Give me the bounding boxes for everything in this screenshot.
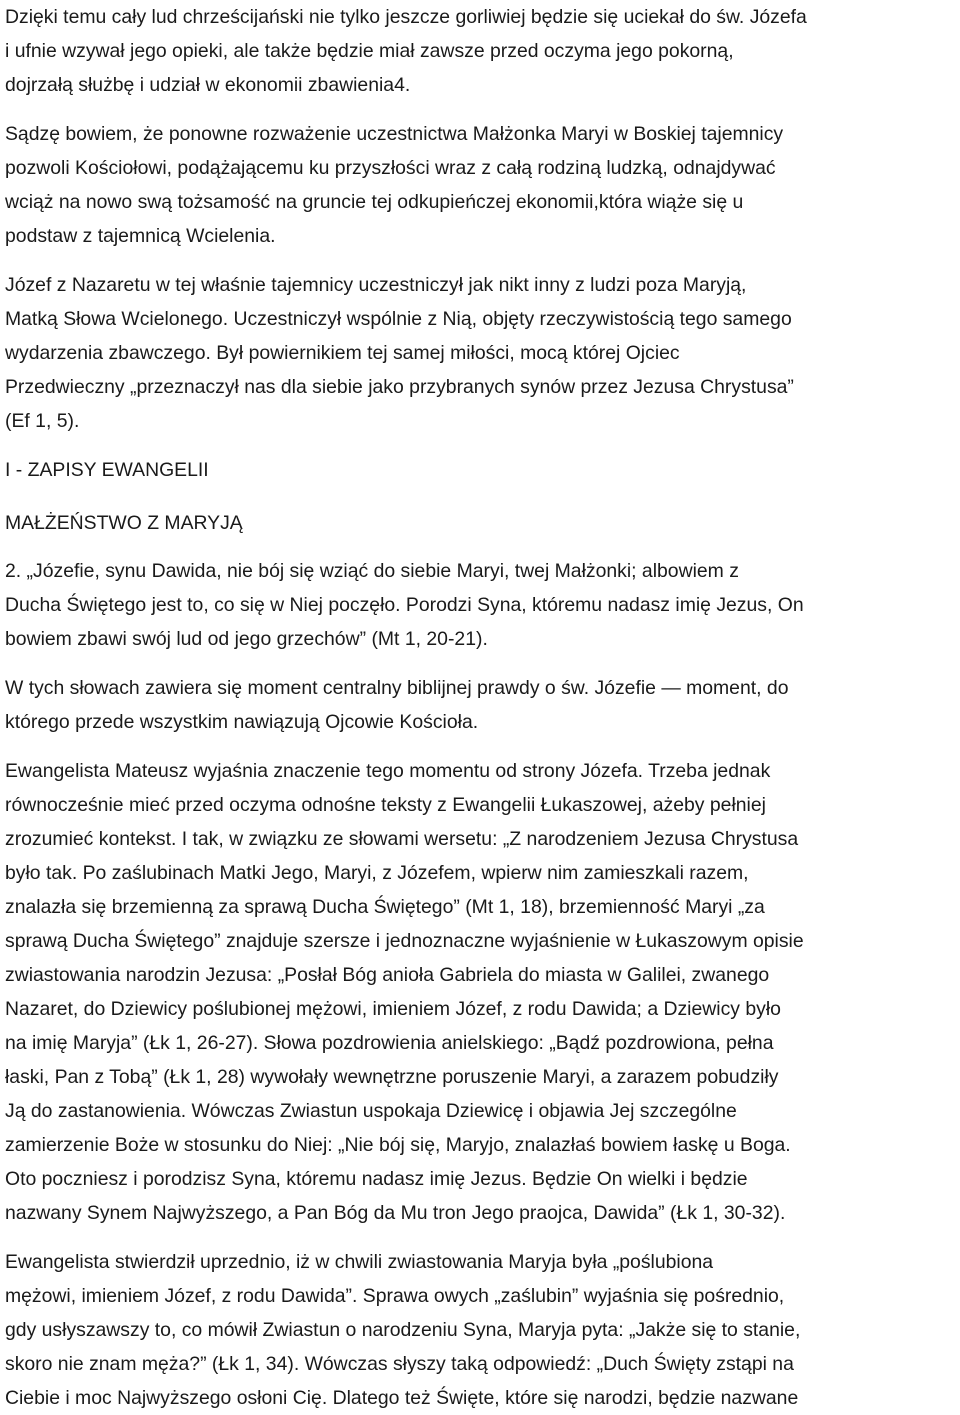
paragraph-quote-matthew [5,554,957,656]
section-heading: I - ZAPISY EWANGELII [5,459,209,481]
text-line: Sądzę bowiem, że ponowne rozważenie uczestnictwa Małżonka Maryi w Boskiej tajemnicy [5,123,784,145]
text-line: 2. „Józefie, synu Dawida, nie bój się wziąć do siebie Maryi, twej Małżonki; albowiem z [5,560,739,582]
text-line: Ducha Świętego jest to, co się w Niej poczęło. Porodzi Syna, któremu nadasz imię Jezus, On [5,594,804,616]
document-page [5,0,957,1415]
text-line: i ufnie wzywał jego opieki, ale także będzie miał zawsze przed oczyma jego pokorną, [5,40,734,62]
subsection-heading: MAŁŻEŃSTWO Z MARYJĄ [5,512,243,534]
text-line: zamierzenie Boże w stosunku do Niej: „Nie bój się, Maryjo, znalazłaś bowiem łaskę u Boga. [5,1134,791,1156]
paragraph-evangelist [5,754,957,1230]
text-line: Ewangelista Mateusz wyjaśnia znaczenie tego momentu od strony Józefa. Trzeba jednak [5,760,771,782]
text-line: zwiastowania narodzin Jezusa: „Posłał Bóg anioła Gabriela do miasta w Galilei, zwanego [5,964,770,986]
paragraph-nazareth [5,268,957,438]
text-line: skoro nie znam męża?” (Łk 1, 34). Wówczas słyszy taką odpowiedź: „Duch Święty zstąpi na [5,1353,794,1375]
text-line: na imię Maryja” (Łk 1, 26-27). Słowa pozdrowienia anielskiego: „Bądź pozdrowiona, pełna [5,1032,774,1054]
text-line: Józef z Nazaretu w tej właśnie tajemnicy uczestniczył jak nikt inny z ludzi poza Maryją, [5,274,747,296]
text-line: równocześnie mieć przed oczyma odnośne teksty z Ewangelii Łukaszowej, ażeby pełniej [5,794,766,816]
text-line: było tak. Po zaślubinach Matki Jego, Maryi, z Józefem, wpierw nim zamieszkali razem, [5,862,749,884]
text-line: Oto poczniesz i porodzisz Syna, któremu nadasz imię Jezus. Będzie On wielki i będzie [5,1168,748,1190]
text-line: Nazaret, do Dziewicy poślubionej mężowi, imieniem Józef, z rodu Dawida; a Dziewicy było [5,998,781,1020]
text-line: Ją do zastanowienia. Wówczas Zwiastun uspokaja Dziewicę i objawia Jej szczególne [5,1100,737,1122]
paragraph-spacer [5,253,957,268]
paragraph-central-moment [5,671,957,739]
text-line: dojrzałą służbę i udział w ekonomii zbawienia4. [5,74,411,96]
text-line: (Ef 1, 5). [5,410,80,432]
text-line: mężowi, imieniem Józef, z rodu Dawida”. Sprawa owych „zaślubin” wyjaśnia się pośrednio, [5,1285,785,1307]
text-line: pozwoli Kościołowi, podążającemu ku przyszłości wraz z całą rodziną ludzką, odnajdywać [5,157,776,179]
text-line: gdy usłyszawszy to, co mówił Zwiastun o narodzeniu Syna, Maryja pyta: „Jakże się to stanie, [5,1319,801,1341]
text-line: nazwany Synem Najwyższego, a Pan Bóg da Mu tron Jego praojca, Dawida” (Łk 1, 30-32). [5,1202,786,1224]
paragraph-mystery [5,117,957,253]
paragraph-spacer [5,540,957,554]
text-line: wciąż na nowo swą tożsamość na gruncie tej odkupieńczej ekonomii,która wiąże się u [5,191,744,213]
text-line: Ciebie i moc Najwyższego osłoni Cię. Dlatego też Święte, które się narodzi, będzie nazwane [5,1387,799,1409]
text-line: Ewangelista stwierdził uprzednio, iż w chwili zwiastowania Maryja była „poślubiona [5,1251,714,1273]
text-line: Matką Słowa Wcielonego. Uczestniczył wspólnie z Nią, objęty rzeczywistością tego samego [5,308,792,330]
text-line: łaski, Pan z Tobą” (Łk 1, 28) wywołały wewnętrzne poruszenie Maryi, a zarazem pobudziły [5,1066,779,1088]
paragraph-betrothal [5,1245,957,1415]
text-line: wydarzenia zbawczego. Był powiernikiem tej samej miłości, mocą której Ojciec [5,342,680,364]
text-line: zrozumieć kontekst. I tak, w związku ze słowami wersetu: „Z narodzeniem Jezusa Chrystusa [5,828,799,850]
paragraph-spacer [5,438,957,453]
paragraph-spacer [5,739,957,754]
paragraph-spacer [5,487,957,506]
text-line: sprawą Ducha Świętego” znajduje szersze i jednoznaczne wyjaśnienie w Łukaszowym opisie [5,930,804,952]
text-line: W tych słowach zawiera się moment centralny biblijnej prawdy o św. Józefie — moment, do [5,677,789,699]
text-line: Przedwieczny „przeznaczył nas dla siebie jako przybranych synów przez Jezusa Chrystusa” [5,376,794,398]
text-line: bowiem zbawi swój lud od jego grzechów” (Mt 1, 20-21). [5,628,488,650]
text-line: znalazła się brzemienną za sprawą Ducha Świętego” (Mt 1, 18), brzemienność Maryi „za [5,896,765,918]
text-line: podstaw z tajemnicą Wcielenia. [5,225,276,247]
text-line: Dzięki temu cały lud chrześcijański nie tylko jeszcze gorliwiej będzie się uciekał do św. Józefa [5,6,807,28]
paragraph-spacer [5,656,957,671]
paragraph-spacer [5,102,957,117]
paragraph-intro [5,0,957,102]
paragraph-spacer [5,1230,957,1245]
text-line: którego przede wszystkim nawiązują Ojcowie Kościoła. [5,711,479,733]
